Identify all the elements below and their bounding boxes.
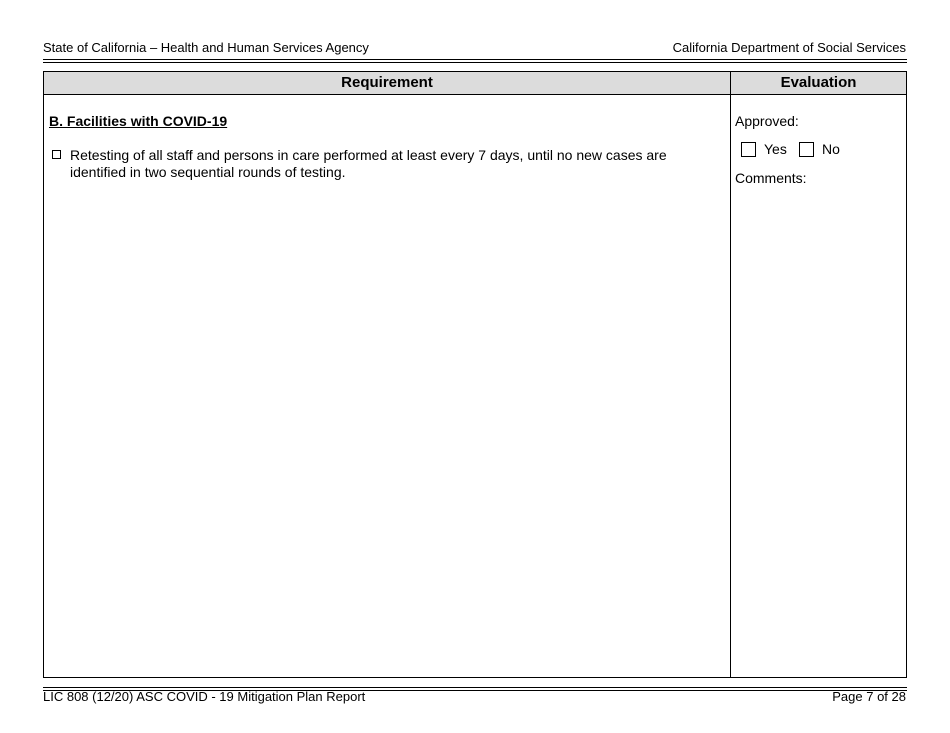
header-agency: State of California – Health and Human Services Agency [43, 40, 369, 55]
requirement-text: Retesting of all staff and persons in care performed at least every 7 days, until no new cases are identified in two sequential rounds of testing. [70, 147, 667, 180]
header-department: California Department of Social Services [672, 40, 906, 55]
no-label: No [822, 141, 840, 157]
page-number: Page 7 of 28 [832, 689, 906, 704]
header-rule [43, 62, 907, 63]
header-rule [43, 59, 907, 60]
yes-checkbox[interactable] [741, 142, 756, 157]
requirements-table [43, 71, 907, 678]
requirement-column-header: Requirement [341, 74, 433, 91]
requirement-item [49, 147, 699, 181]
requirement-checkbox[interactable] [52, 150, 61, 159]
column-divider [730, 72, 731, 677]
section-title: B. Facilities with COVID-19 [49, 113, 228, 129]
comments-label: Comments: [735, 170, 807, 186]
footer-rule [43, 687, 907, 688]
evaluation-column-header: Evaluation [780, 74, 857, 91]
approved-label: Approved: [735, 113, 799, 129]
table-header-row [44, 72, 906, 95]
yes-label: Yes [764, 141, 787, 157]
footer-form-id: LIC 808 (12/20) ASC COVID - 19 Mitigation Plan Report [43, 689, 366, 704]
no-checkbox[interactable] [799, 142, 814, 157]
